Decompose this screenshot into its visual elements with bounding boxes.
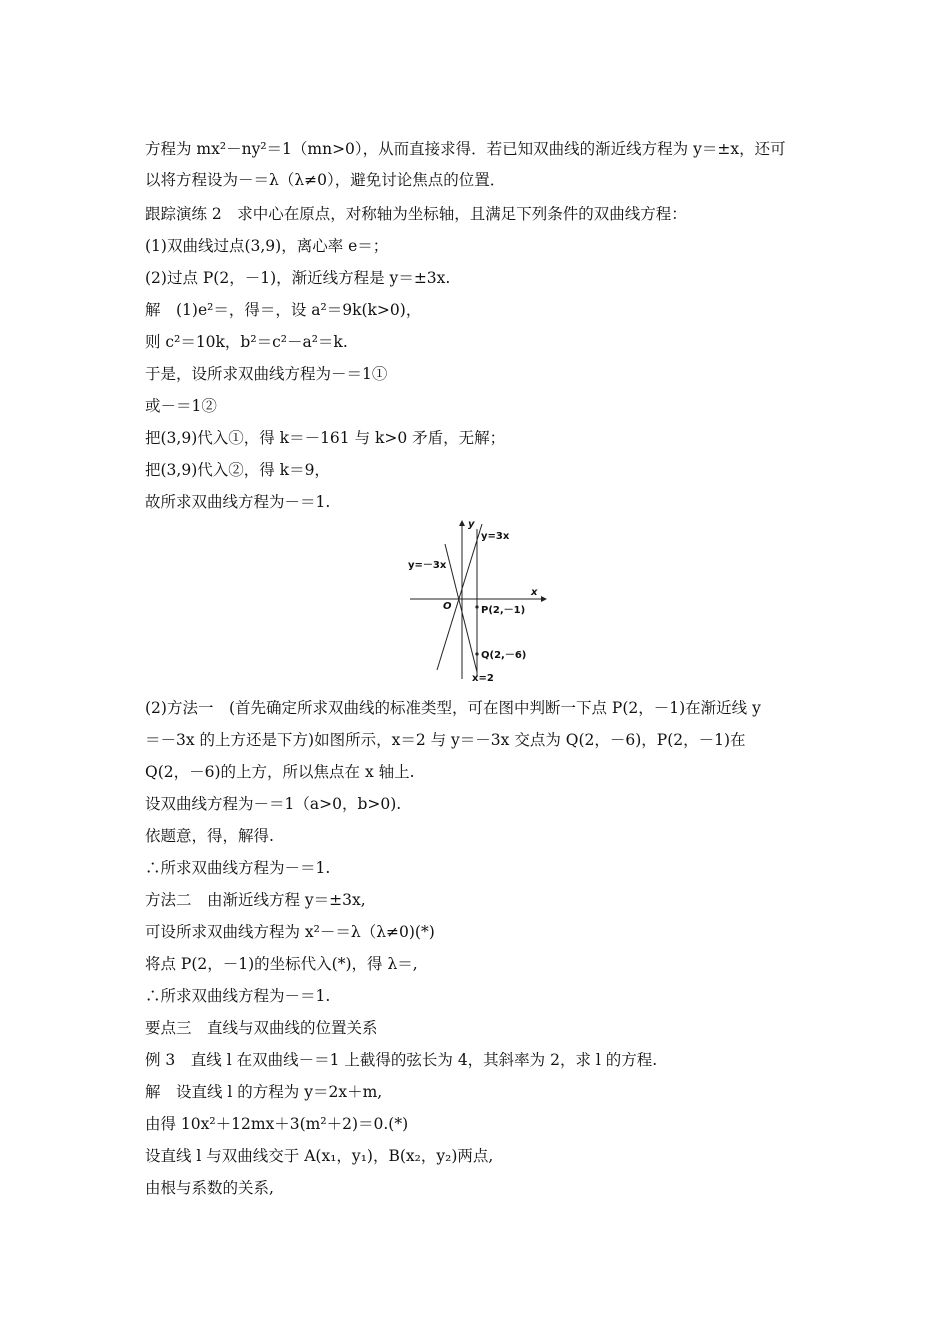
text-line: 以将方程设为－＝λ（λ≠0），避免讨论焦点的位置． [145,171,506,189]
vertical-line-label: x=2 [472,673,494,684]
point-q-label: Q(2,－6) [481,650,527,661]
text-line: 于是，设所求双曲线方程为－＝1① [145,365,388,383]
pos-asymptote-label: y=3x [481,531,510,542]
text-line: 解 (1)e²＝，得＝，设 a²＝9k(k>0)， [145,301,422,319]
text-line: 或－＝1② [145,397,217,415]
text-line: ∴所求双曲线方程为－＝1. [145,987,331,1005]
text-line: 则 c²＝10k，b²＝c²－a²＝k. [145,333,348,351]
section-heading: 要点三 直线与双曲线的位置关系 [145,1019,378,1037]
text-line: (2)方法一 (首先确定所求双曲线的标准类型，可在图中判断一下点 P(2，－1)在渐近线 y [145,699,761,717]
point-q-dot [475,652,478,655]
text-line: (2)过点 P(2，－1)，渐近线方程是 y＝±3x. [145,269,451,287]
text-line: ∴所求双曲线方程为－＝1. [145,859,331,877]
y-axis-arrow [459,520,465,526]
x-axis-label: x [531,587,538,598]
asymptote-positive [437,524,482,670]
text-line: 设双曲线方程为－＝1（a>0，b>0). [145,795,402,813]
neg-asymptote-label: y=－3x [408,560,447,571]
text-line: 解 设直线 l 的方程为 y＝2x＋m, [145,1083,383,1101]
text-line: 跟踪演练 2 求中心在原点，对称轴为坐标轴，且满足下列条件的双曲线方程： [145,205,687,223]
text-line: 依题意，得，解得. [145,827,274,845]
text-line: ＝－3x 的上方还是下方)如图所示，x＝2 与 y＝－3x 交点为 Q(2，－6)，P(2，－1)在 [145,731,746,749]
text-line: 方程为 mx²－ny²＝1（mn>0），从而直接求得．若已知双曲线的渐近线方程为 y＝±x，还可 [145,140,786,158]
x-axis-arrow [541,596,547,602]
text-line: 方法二 由渐近线方程 y＝±3x, [145,891,366,909]
text-line: 故所求双曲线方程为－＝1. [145,493,331,511]
text-line: 将点 P(2，－1)的坐标代入(*)，得 λ＝, [145,955,418,973]
text-line: 把(3,9)代入②，得 k＝9， [145,461,330,479]
point-p-dot [475,605,478,608]
point-p-label: P(2,－1) [481,605,526,616]
text-line: 设直线 l 与双曲线交于 A(x₁，y₁)，B(x₂，y₂)两点, [145,1147,494,1165]
text-line: 可设所求双曲线方程为 x²－＝λ（λ≠0)(*) [145,923,435,941]
asymptote-figure [405,517,555,685]
text-line: 例 3 直线 l 在双曲线－＝1 上截得的弦长为 4，其斜率为 2，求 l 的方程. [145,1051,658,1069]
text-line: Q(2，－6)的上方，所以焦点在 x 轴上. [145,763,415,781]
origin-label: O [443,601,452,612]
text-line: 由得 10x²＋12mx＋3(m²＋2)＝0.(*) [145,1115,409,1133]
text-line: (1)双曲线过点(3,9)，离心率 e＝； [145,237,389,255]
y-axis-label: y [468,519,475,530]
text-line: 由根与系数的关系, [145,1179,274,1197]
text-line: 把(3,9)代入①，得 k＝－161 与 k>0 矛盾，无解； [145,429,506,447]
